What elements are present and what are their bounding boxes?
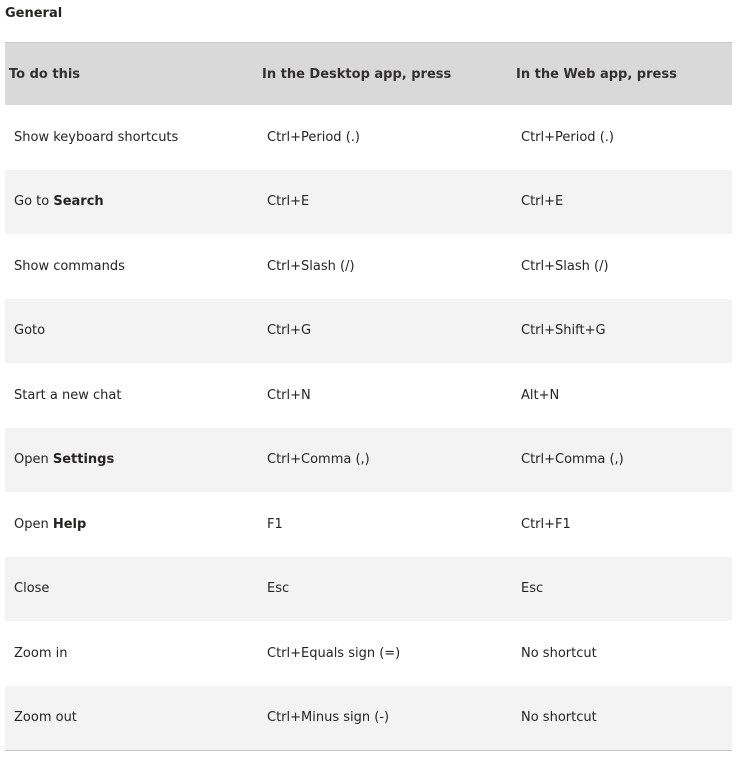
web-shortcut: Ctrl+Comma (,) [521,452,624,468]
action-cell [5,452,258,467]
action-cell [5,517,258,532]
desktop-shortcut: Ctrl+Equals sign (=) [267,645,401,661]
desktop-shortcut: Ctrl+N [267,387,311,403]
section-title: General [5,6,63,21]
header-web: In the Web app, press [516,66,677,82]
action-text: Close [14,581,50,597]
table-row [5,105,732,170]
action-cell [5,259,258,274]
action-text: Open [14,516,53,532]
action-cell [5,646,258,661]
desktop-shortcut: Ctrl+Slash (/) [267,258,355,274]
action-text: Go to [14,194,54,210]
web-shortcut: Ctrl+Period (.) [521,129,614,145]
web-shortcut: Esc [521,581,544,597]
action-cell [5,130,258,145]
table-row [5,557,732,622]
action-text: Zoom in [14,645,68,661]
web-shortcut: No shortcut [521,710,597,726]
desktop-shortcut: F1 [267,516,283,532]
action-cell [5,194,258,209]
web-shortcut: No shortcut [521,645,597,661]
action-bold-text: Search [53,194,104,210]
table-row [5,363,732,428]
web-shortcut: Ctrl+F1 [521,516,571,532]
desktop-shortcut: Esc [267,581,290,597]
action-cell [5,581,258,596]
action-cell [5,323,258,338]
action-cell [5,388,258,403]
header-desktop: In the Desktop app, press [262,66,452,82]
web-shortcut: Alt+N [521,387,560,403]
desktop-shortcut: Ctrl+Comma (,) [267,452,370,468]
table-row [5,299,732,364]
table-row [5,234,732,299]
action-text: Zoom out [14,710,77,726]
action-text: Show commands [14,258,125,274]
action-bold-text: Settings [52,452,115,468]
action-text: Goto [14,323,46,339]
table-header-row [5,43,732,105]
table-row [5,170,732,235]
table-row [5,492,732,557]
web-shortcut: Ctrl+Slash (/) [521,258,609,274]
web-shortcut: Ctrl+Shift+G [521,323,606,339]
desktop-shortcut: Ctrl+Minus sign (-) [267,710,390,726]
action-cell [5,710,258,725]
desktop-shortcut: Ctrl+Period (.) [267,129,360,145]
action-bold-text: Help [52,516,87,532]
table-row [5,621,732,686]
header-action: To do this [9,66,81,82]
desktop-shortcut: Ctrl+E [267,194,310,210]
web-shortcut: Ctrl+E [521,194,564,210]
action-text: Show keyboard shortcuts [14,129,179,145]
table-row [5,428,732,493]
action-text: Open [14,452,53,468]
desktop-shortcut: Ctrl+G [267,323,312,339]
shortcuts-table [5,42,732,751]
action-text: Start a new chat [14,387,122,403]
table-row [5,686,732,751]
